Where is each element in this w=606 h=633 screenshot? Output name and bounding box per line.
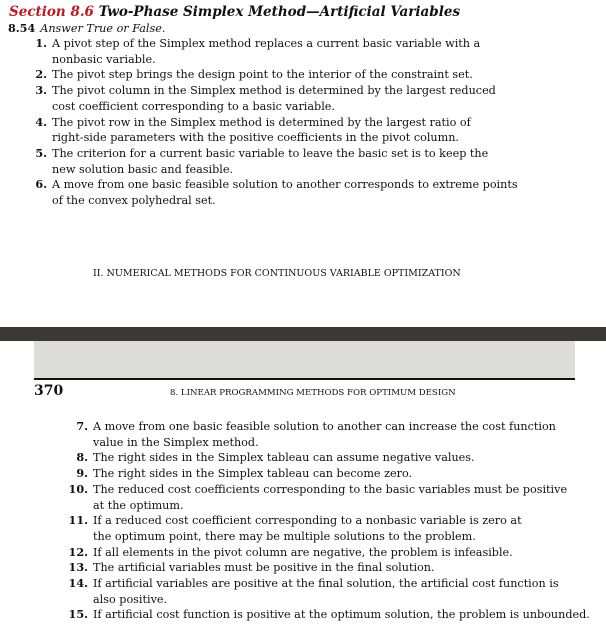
- question-number: 3.: [35, 83, 47, 98]
- question-item: [0, 560, 590, 576]
- question-text-line: The pivot row in the Simplex method is determined by the largest ratio of: [52, 115, 471, 129]
- question-number: 4.: [35, 114, 47, 129]
- page-break-band: [0, 327, 606, 341]
- question-number: 10.: [68, 481, 88, 496]
- question-text-line: value in the Simplex method.: [93, 435, 259, 449]
- question-text-line: A move from one basic feasible solution to another can increase the cost function: [93, 420, 556, 433]
- question-item: [0, 67, 518, 83]
- question-text-line: cost coefficient corresponding to a basic variable.: [52, 99, 335, 113]
- question-number: 9.: [76, 466, 88, 481]
- question-number: 5.: [35, 145, 47, 160]
- question-text-line: nonbasic variable.: [52, 52, 156, 66]
- question-number: 7.: [76, 419, 88, 433]
- question-text-line: also positive.: [93, 592, 168, 606]
- question-number: 1.: [35, 36, 47, 50]
- question-number: 11.: [68, 513, 88, 528]
- question-number: 6.: [35, 177, 47, 192]
- question-item: [0, 419, 590, 450]
- running-head: 8. LINEAR PROGRAMMING METHODS FOR OPTIMUM DESIGN: [170, 388, 456, 398]
- question-list-bottom: [0, 419, 590, 623]
- question-item: [0, 482, 590, 513]
- question-number: 15.: [68, 607, 88, 622]
- question-text-line: The pivot step brings the design point to the interior of the constraint set.: [52, 68, 473, 82]
- question-item: [0, 450, 590, 466]
- question-number: 12.: [68, 544, 88, 559]
- question-text-line: A move from one basic feasible solution to another corresponds to extreme points: [52, 178, 518, 192]
- section-label: Section 8.6: [9, 4, 94, 20]
- question-item: [0, 146, 518, 177]
- question-text-line: If artificial variables are positive at the final solution, the artificial cost function is: [93, 577, 559, 591]
- question-item: [0, 115, 518, 146]
- question-number: 14.: [68, 576, 88, 591]
- section-title: Two-Phase Simplex Method—Artificial Variables: [98, 4, 461, 20]
- page-header-box: [34, 341, 575, 378]
- page-number: 370: [34, 383, 64, 399]
- question-item: [0, 576, 590, 607]
- question-text-line: at the optimum.: [93, 498, 184, 512]
- problem-prompt: Answer True or False.: [40, 22, 166, 35]
- section-heading: [9, 4, 460, 20]
- question-number: 2.: [35, 67, 47, 82]
- header-rule: [34, 378, 575, 380]
- question-text-line: The pivot column in the Simplex method is determined by the largest reduced: [52, 84, 496, 98]
- question-text-line: The criterion for a current basic variable to leave the basic set is to keep the: [52, 146, 489, 160]
- question-text-line: The right sides in the Simplex tableau can become zero.: [93, 467, 413, 481]
- question-text-line: If artificial cost function is positive at the optimum solution, the problem is unbounded.: [93, 608, 590, 622]
- question-text-line: A pivot step of the Simplex method replaces a current basic variable with a: [52, 37, 481, 50]
- question-list-top: [0, 36, 518, 209]
- question-text-line: The right sides in the Simplex tableau can assume negative values.: [93, 451, 475, 465]
- question-item: [0, 513, 590, 544]
- question-item: [0, 545, 590, 561]
- question-text-line: If all elements in the pivot column are negative, the problem is infeasible.: [93, 545, 513, 559]
- question-item: [0, 36, 518, 67]
- question-text-line: right-side parameters with the positive coefficients in the pivot column.: [52, 131, 459, 145]
- question-text-line: new solution basic and feasible.: [52, 162, 234, 176]
- question-number: 13.: [68, 560, 88, 575]
- question-text-line: If a reduced cost coefficient corresponding to a nonbasic variable is zero at: [93, 514, 522, 528]
- question-item: [0, 83, 518, 114]
- question-item: [0, 466, 590, 482]
- question-text-line: the optimum point, there may be multiple solutions to the problem.: [93, 529, 476, 543]
- question-text-line: of the convex polyhedral set.: [52, 194, 216, 208]
- question-text-line: The reduced cost coefficients corresponding to the basic variables must be positive: [93, 482, 568, 496]
- question-text-line: The artificial variables must be positive in the final solution.: [93, 561, 435, 575]
- problem-header: [8, 21, 165, 35]
- question-number: 8.: [76, 450, 88, 465]
- question-item: [0, 607, 590, 623]
- problem-number: 8.54: [8, 21, 36, 35]
- part-footer: II. NUMERICAL METHODS FOR CONTINUOUS VARIABLE OPTIMIZATION: [93, 268, 461, 279]
- question-item: [0, 177, 518, 208]
